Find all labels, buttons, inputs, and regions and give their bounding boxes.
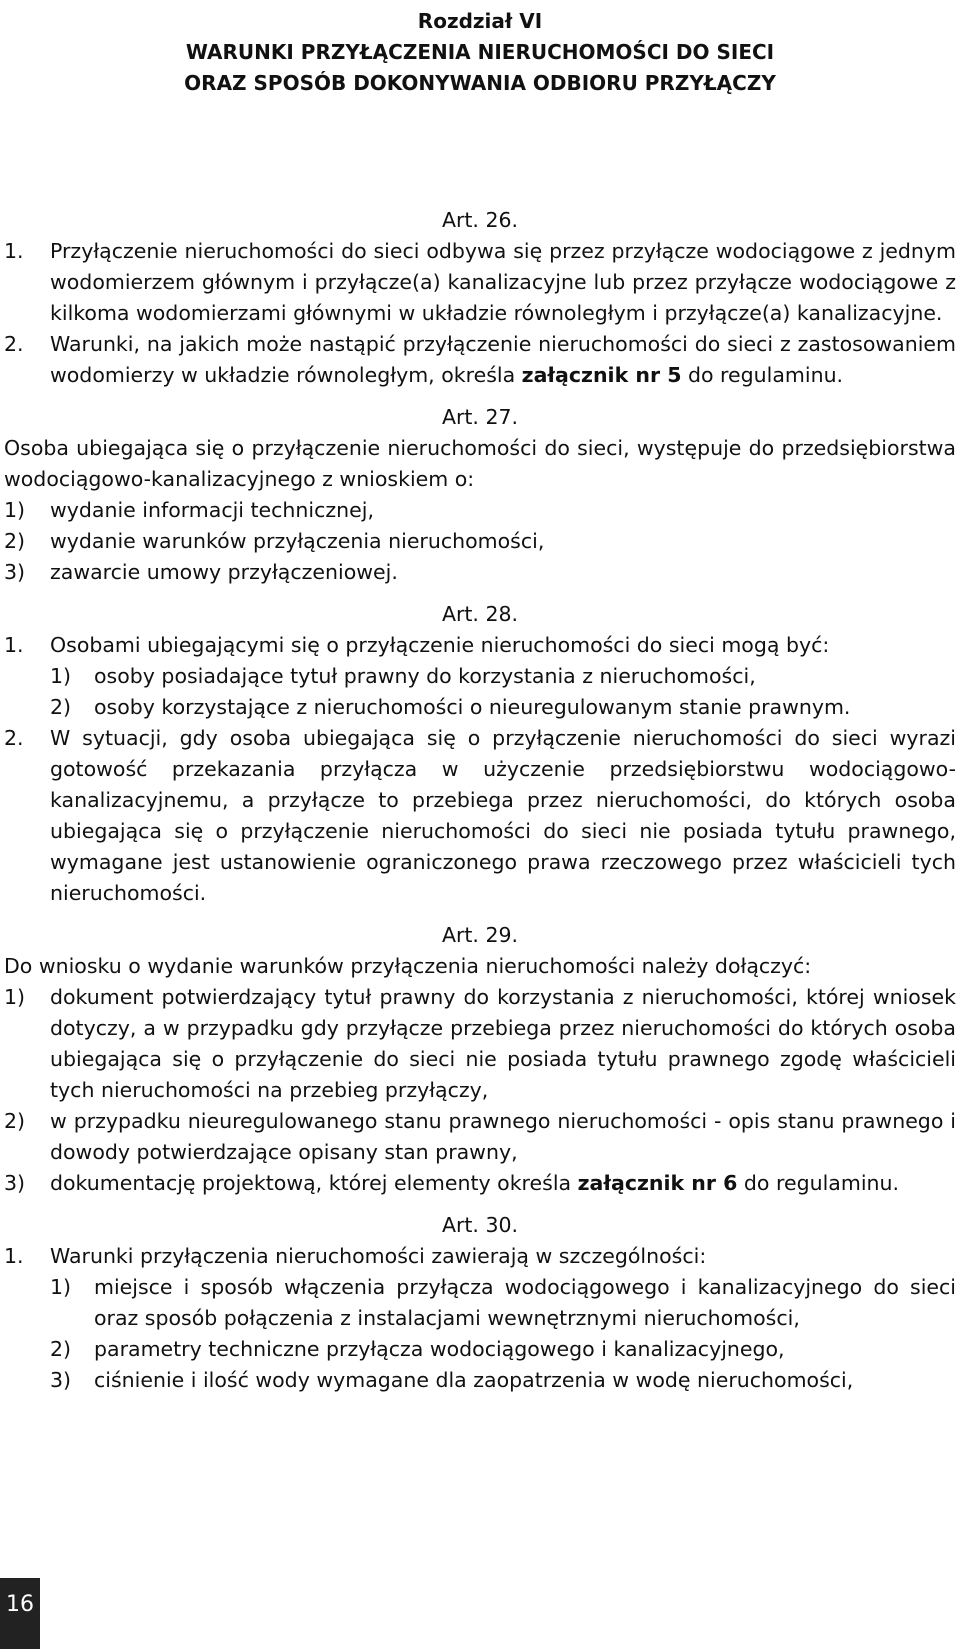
list-item	[4, 982, 956, 1106]
item-number: 3)	[4, 560, 26, 584]
paragraph-text: Warunki przyłączenia nieruchomości zawierają w szczególności:	[50, 1244, 707, 1268]
paragraph-text: Przyłączenie nieruchomości do sieci odbywa się przez przyłącze wodociągowe z jednym wodomierzem głównym i przyłącze(a) kanalizacyjne lub przez przyłącze wodociągowe z kilkoma wodomierzami głównymi w układzie równoległym i przyłącze(a) kanalizacyjne.	[50, 239, 956, 325]
paragraph-text: Osobami ubiegającymi się o przyłączenie nieruchomości do sieci mogą być:	[50, 633, 830, 657]
item-number: 2)	[50, 1337, 72, 1361]
list-item	[4, 1272, 956, 1334]
list-item	[4, 526, 956, 557]
article-29-intro: Do wniosku o wydanie warunków przyłączenia nieruchomości należy dołączyć:	[4, 954, 812, 978]
item-number: 1)	[4, 985, 26, 1009]
article-28-title: Art. 28.	[441, 602, 519, 626]
item-text: osoby korzystające z nieruchomości o nieuregulowanym stanie prawnym.	[94, 695, 851, 719]
chapter-subtitle-line-2: ORAZ SPOSÓB DOKONYWANIA ODBIORU PRZYŁĄCZY	[184, 71, 776, 95]
item-text: dokumentację projektową, której elementy określa	[50, 1171, 578, 1195]
item-text-end: do regulaminu.	[737, 1171, 900, 1195]
article-26-title: Art. 26.	[441, 208, 519, 232]
item-text: ciśnienie i ilość wody wymagane dla zaopatrzenia w wodę nieruchomości,	[94, 1368, 854, 1392]
paragraph-number: 1.	[4, 633, 24, 657]
item-number: 1)	[4, 498, 26, 522]
item-number: 2)	[50, 695, 72, 719]
chapter-heading	[0, 6, 960, 99]
paragraph-text-end: do regulaminu.	[681, 363, 844, 387]
item-text: miejsce i sposób włączenia przyłącza wodociągowego i kanalizacyjnego do sieci oraz sposób połączenia z instalacjami wewnętrznymi nieruchomości,	[94, 1275, 956, 1330]
paragraph-text: Warunki, na jakich może nastąpić przyłączenie nieruchomości do sieci z zastosowaniem wodomierzy w układzie równoległym, określa	[50, 332, 956, 387]
item-text: wydanie informacji technicznej,	[50, 498, 374, 522]
paragraph-number: 2.	[4, 726, 24, 750]
attachment-reference: załącznik nr 6	[577, 1171, 738, 1195]
article-27-intro: Osoba ubiegająca się o przyłączenie nieruchomości do sieci, występuje do przedsiębiorstwa wodociągowo-kanalizacyjnego z wnioskiem o:	[4, 436, 956, 491]
list-item	[4, 495, 956, 526]
article-30-paragraph-1	[4, 1241, 956, 1272]
list-item	[4, 557, 956, 588]
item-number: 3)	[50, 1368, 72, 1392]
article-26-paragraph-2	[4, 329, 956, 391]
list-item	[4, 1365, 956, 1396]
attachment-reference: załącznik nr 5	[521, 363, 682, 387]
article-27-title: Art. 27.	[441, 405, 519, 429]
list-item	[4, 661, 956, 692]
paragraph-number: 1.	[4, 1244, 24, 1268]
item-number: 2)	[4, 1109, 26, 1133]
article-29-title: Art. 29.	[441, 923, 519, 947]
item-number: 1)	[50, 664, 72, 688]
item-text: zawarcie umowy przyłączeniowej.	[50, 560, 398, 584]
list-item	[4, 1334, 956, 1365]
item-number: 2)	[4, 529, 26, 553]
list-item	[4, 1106, 956, 1168]
document-body	[4, 205, 956, 1396]
article-28-paragraph-2	[4, 723, 956, 909]
list-item	[4, 692, 956, 723]
item-text: wydanie warunków przyłączenia nieruchomości,	[50, 529, 545, 553]
chapter-subtitle-line-1: WARUNKI PRZYŁĄCZENIA NIERUCHOMOŚCI DO SIECI	[185, 40, 775, 64]
item-text: osoby posiadające tytuł prawny do korzystania z nieruchomości,	[94, 664, 756, 688]
list-item	[4, 1168, 956, 1199]
item-text: parametry techniczne przyłącza wodociągowego i kanalizacyjnego,	[94, 1337, 785, 1361]
paragraph-text: W sytuacji, gdy osoba ubiegająca się o przyłączenie nieruchomości do sieci wyrazi gotowość przekazania przyłącza w użyczenie przedsiębiorstwu wodociągowo-kanalizacyjnemu, a przyłącze to przebiega przez nieruchomości, do których osoba ubiegająca się o przyłączenie nieruchomości do sieci nie posiada tytułu prawnego, wymagane jest ustanowienie ograniczonego prawa rzeczowego przez właścicieli tych nieruchomości.	[50, 726, 956, 905]
paragraph-number: 1.	[4, 239, 24, 263]
article-28-paragraph-1	[4, 630, 956, 661]
item-text: w przypadku nieuregulowanego stanu prawnego nieruchomości - opis stanu prawnego i dowody potwierdzające opisany stan prawny,	[50, 1109, 956, 1164]
chapter-title: Rozdział VI	[417, 9, 543, 33]
article-30-title: Art. 30.	[441, 1213, 519, 1237]
article-26-paragraph-1	[4, 236, 956, 329]
page-number: 16	[0, 1578, 40, 1649]
paragraph-number: 2.	[4, 332, 24, 356]
item-number: 3)	[4, 1171, 26, 1195]
item-number: 1)	[50, 1275, 72, 1299]
item-text: dokument potwierdzający tytuł prawny do korzystania z nieruchomości, której wniosek dotyczy, a w przypadku gdy przyłącze przebiega przez nieruchomości do których osoba ubiegająca się o przyłączenie do sieci nie posiada tytułu prawnego zgodę właścicieli tych nieruchomości na przebieg przyłączy,	[50, 985, 956, 1102]
